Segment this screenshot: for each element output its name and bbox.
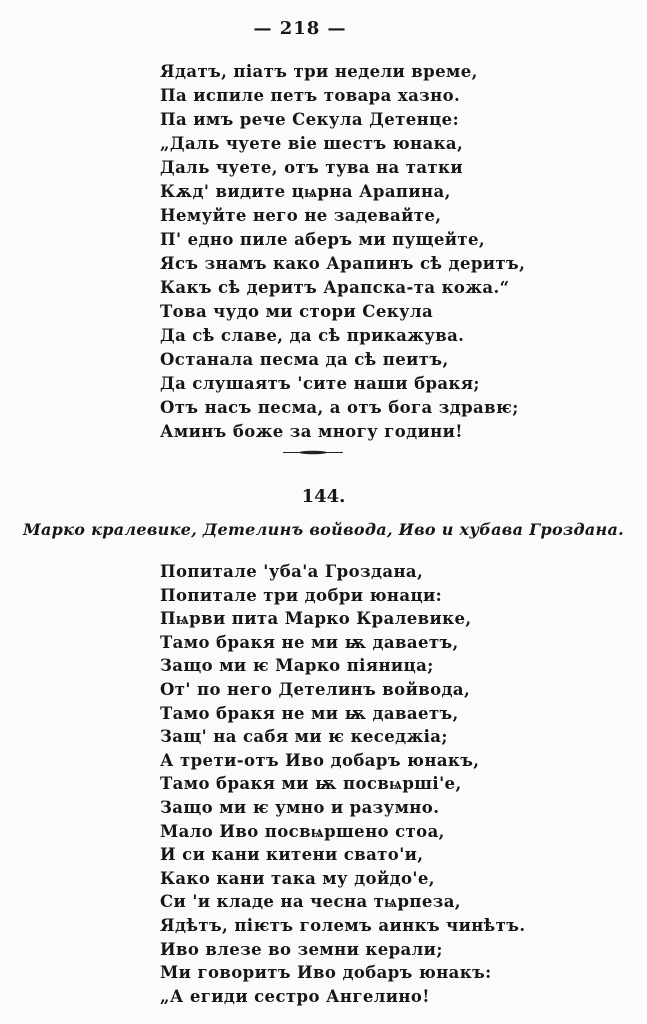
verse-line: Какъ сѣ деритъ Арапска-та кожа.“ [160,278,510,297]
verse-line: Тамо бракя не ми ѭ даваетъ, [160,703,459,723]
verse-line: Да сѣ славе, да сѣ прикажува. [160,326,465,345]
song-number: 144. [301,486,346,507]
verse-line: Даль чуете, отъ тува на татки [160,158,464,177]
verse-line: Попитале 'уба'а Гроздана, [160,562,424,581]
verse-line: Кѫд' видите цѩрна Арапина, [160,182,451,201]
verse-line: Да слушаятъ 'сите наши бракя; [160,374,480,393]
verse-line: Това чудо ми стори Секула [160,302,434,321]
verse-line: Ми говоритъ Иво добаръ юнакъ: [160,963,492,983]
verse-line: Отъ насъ песма, а отъ бога здравѥ; [160,398,519,417]
verse-line: От' по него Детелинъ войвода, [160,679,471,699]
song-title: Марко кралевике, Детелинъ войвода, Иво и хубава Гроздана. [22,520,625,539]
verse-line: Защо ми ѥ умно и разумно. [160,797,440,817]
verse-line: Си 'и кладе на чесна тѩрпеза, [160,892,461,912]
verse-line: Ядатъ, піатъ три недели време, [160,62,478,81]
verse-line: П' едно пиле аберъ ми пущейте, [160,230,486,249]
verse-line: Аминъ боже за многу години! [160,422,463,441]
verse-line: Па имъ рече Секула Детенце: [160,110,460,129]
verse-line: Пѩрви пита Марко Кралевике, [160,609,472,629]
verse-line: Ясъ знамъ како Арапинъ сѣ деритъ, [160,254,526,273]
verse-line: А трети-отъ Иво добаръ юнакъ, [160,750,480,770]
section-divider-ornament [283,450,343,455]
verse-line: И си кани китени свато'и, [160,845,424,865]
page-number-header: — 218 — [253,18,347,39]
verse-line: „А егиди сестро Ангелино! [160,986,430,1006]
verse-line: Попитале три добри юнаци: [160,585,443,605]
verse-line: Ядѣтъ, піѥтъ големъ аинкъ чинѣтъ. [160,915,526,935]
verse-line: Тамо бракя не ми ѭ даваетъ, [160,632,459,652]
verse-line: Защ' на сабя ми ѥ кеседжіа; [160,727,448,747]
verse-line: Како кани така му дойдо'е, [160,868,435,888]
verse-line: Останала песма да сѣ пеитъ, [160,350,449,369]
poem-verse-block-2 [160,560,526,1008]
verse-line: Иво влезе во земни керали; [160,939,443,959]
verse-line: Тамо бракя ми ѭ посвѩрші'е, [160,774,462,794]
verse-line: Защо ми ѥ Марко піяница; [160,656,434,676]
verse-line: „Даль чуете віе шестъ юнака, [160,134,464,153]
verse-line: Па испиле петъ товара хазно. [160,86,461,105]
verse-line: Мало Иво посвѩршено стоа, [160,821,445,841]
poem-verse-block-1 [160,60,525,444]
verse-line: Немуйте него не задевайте, [160,206,442,225]
